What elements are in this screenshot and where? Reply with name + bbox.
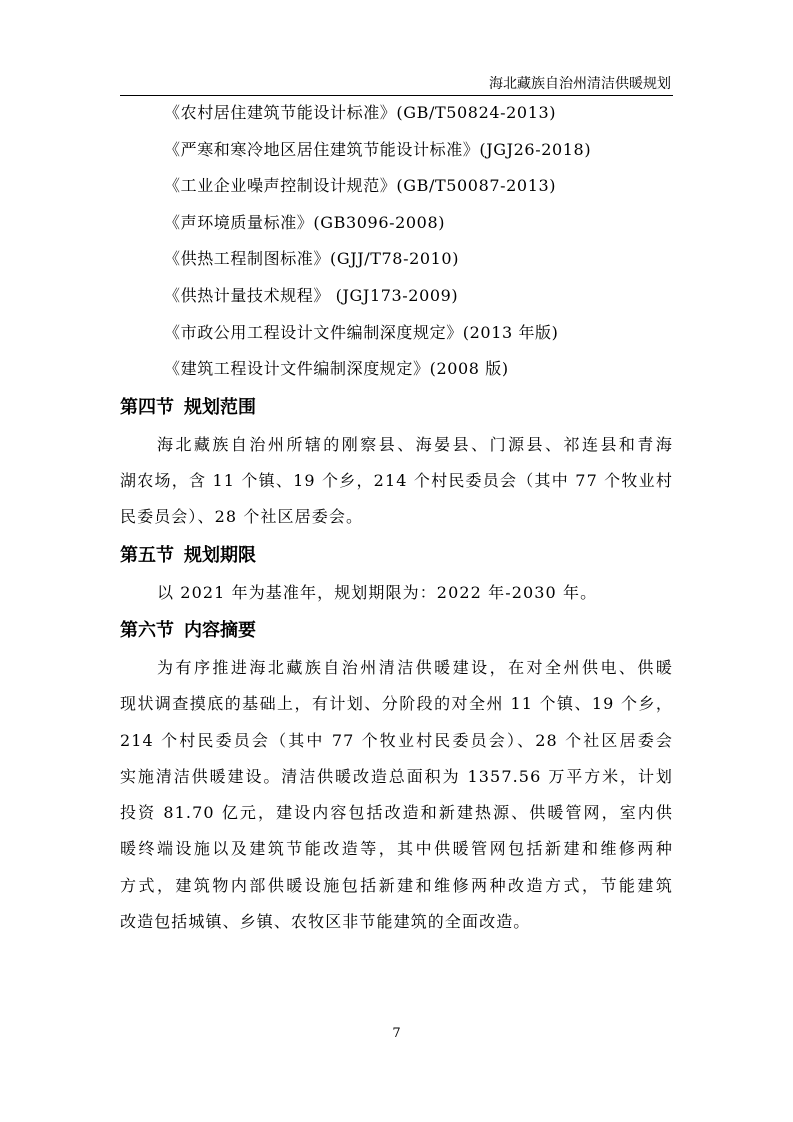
section-heading [120, 536, 673, 575]
paragraph-line: 实施清洁供暖建设。清洁供暖改造总面积为 1357.56 万平方米，计划 [120, 766, 673, 786]
section-heading [120, 388, 673, 427]
standard-item: 《建筑工程设计文件编制深度规定》(2008 版) [164, 359, 509, 379]
section-title: 规划范围 [184, 396, 256, 418]
section-heading [120, 611, 673, 650]
standard-item: 《工业企业噪声控制设计规范》(GB/T50087-2013) [164, 176, 557, 196]
standard-item: 《市政公用工程设计文件编制深度规定》(2013 年版) [164, 322, 559, 342]
section-number: 第五节 [120, 544, 174, 566]
section-title: 规划期限 [184, 544, 256, 566]
standard-item: 《农村居住建筑节能设计标准》(GB/T50824-2013) [164, 103, 557, 122]
paragraph-line: 湖农场，含 11 个镇、19 个乡，214 个村民委员会（其中 77 个牧业村 [120, 471, 673, 491]
header-title: 海北藏族自治州清洁供暖规划 [489, 76, 671, 92]
section-number: 第四节 [120, 396, 174, 418]
paragraph-line: 214 个村民委员会（其中 77 个牧业村民委员会）、28 个社区居委会 [120, 730, 673, 750]
paragraph-line: 以 2021 年为基准年，规划期限为：2022 年-2030 年。 [157, 582, 598, 602]
page-number: 7 [392, 1026, 401, 1041]
paragraph-line: 方式，建筑物内部供暖设施包括新建和维修两种改造方式，节能建筑 [120, 875, 673, 895]
paragraph-line: 改造包括城镇、乡镇、农牧区非节能建筑的全面改造。 [120, 912, 531, 932]
section-number: 第六节 [120, 619, 174, 641]
section-title: 内容摘要 [184, 619, 256, 641]
standard-item: 《声环境质量标准》(GB3096-2008) [164, 212, 446, 232]
standard-item: 《供热工程制图标准》(GJJ/T78-2010) [164, 249, 460, 269]
standards-list [120, 95, 673, 388]
paragraph-line: 暖终端设施以及建筑节能改造等，其中供暖管网包括新建和维修两种 [120, 839, 673, 859]
paragraph-line: 海北藏族自治州所辖的刚察县、海晏县、门源县、祁连县和青海 [157, 434, 673, 454]
paragraph-line: 投资 81.70 亿元，建设内容包括改造和新建热源、供暖管网，室内供 [120, 803, 673, 823]
section-paragraph [120, 427, 673, 536]
paragraph-line: 民委员会）、28 个社区居委会。 [120, 507, 364, 527]
section-paragraph [120, 575, 673, 611]
paragraph-line: 现状调查摸底的基础上，有计划、分阶段的对全州 11 个镇、19 个乡， [120, 694, 673, 714]
standard-item: 《严寒和寒冷地区居住建筑节能设计标准》(JGJ26-2018) [164, 139, 592, 159]
page-content [120, 95, 673, 940]
section-paragraph [120, 650, 673, 940]
paragraph-line: 为有序推进海北藏族自治州清洁供暖建设，在对全州供电、供暖 [157, 657, 673, 677]
standard-item: 《供热计量技术规程》 (JGJ173-2009) [164, 285, 459, 305]
page-header [120, 76, 673, 96]
